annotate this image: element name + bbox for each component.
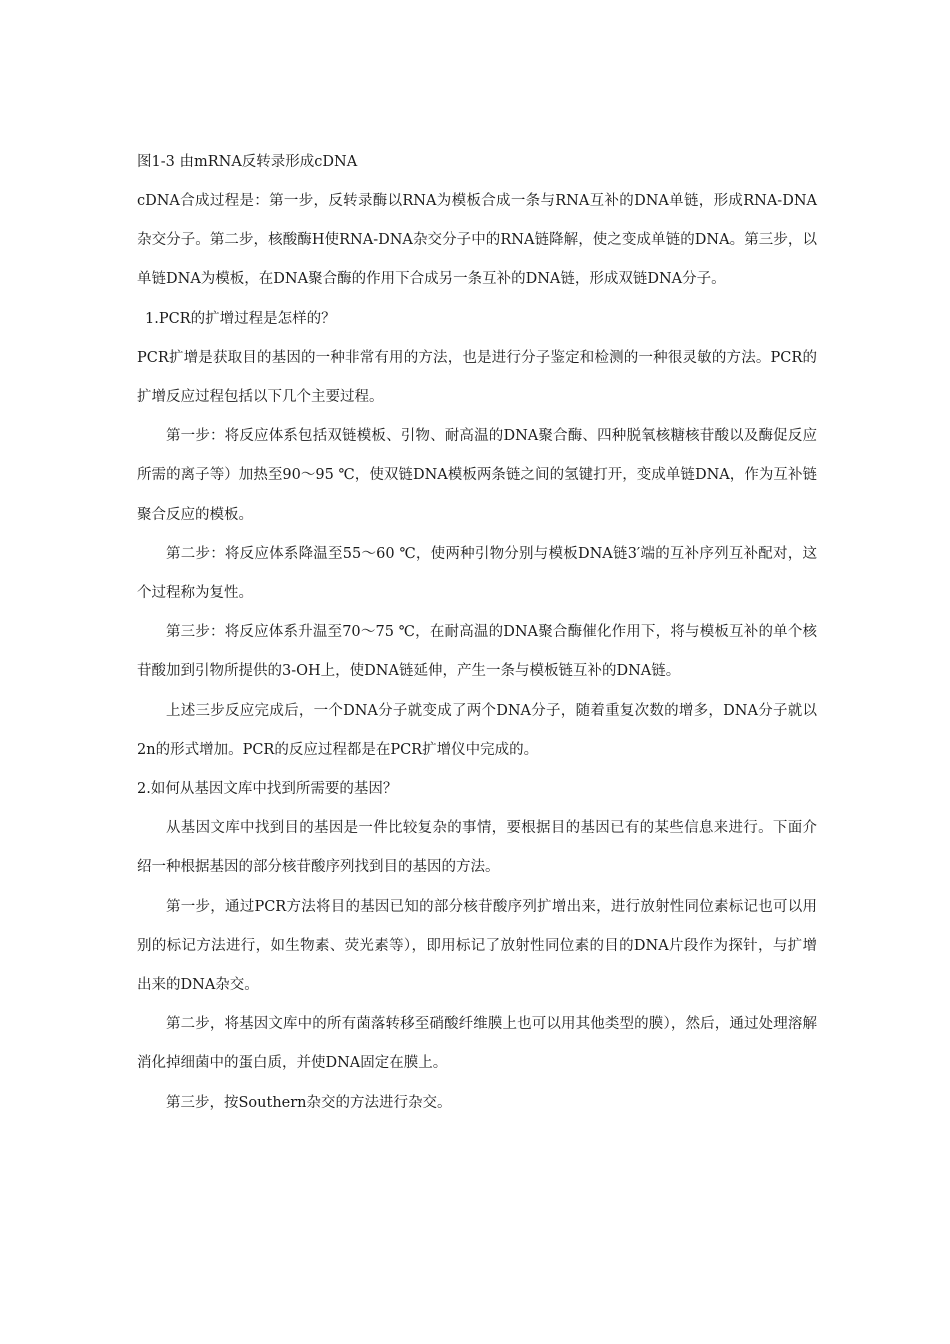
cdna-paragraph: cDNA合成过程是：第一步，反转录酶以RNA为模板合成一条与RNA互补的DNA单链，形成RNA-DNA杂交分子。第二步，核酸酶H使RNA-DNA杂交分子中的RNA链降解，使之变成单链的DNA。第三步，以单链DNA为模板，在DNA聚合酶的作用下合成另一条互补的DNA链，形成双链DNA分子。 [137, 193, 817, 288]
question-2-heading: 2.如何从基因文库中找到所需要的基因？ [137, 781, 398, 798]
library-intro-paragraph: 从基因文库中找到目的基因是一件比较复杂的事情，要根据目的基因已有的某些信息来进行。下面介绍一种根据基因的部分核苷酸序列找到目的基因的方法。 [137, 820, 817, 876]
pcr-summary-paragraph: 上述三步反应完成后，一个DNA分子就变成了两个DNA分子，随着重复次数的增多，DNA分子就以2n的形式增加。PCR的反应过程都是在PCR扩增仪中完成的。 [137, 702, 817, 758]
question-1-heading: 1.PCR的扩增过程是怎样的？ [145, 310, 336, 327]
library-step3-paragraph: 第三步，按Southern杂交的方法进行杂交。 [166, 1094, 452, 1111]
pcr-step1-paragraph: 第一步：将反应体系包括双链模板、引物、耐高温的DNA聚合酶、四种脱氧核糖核苷酸以及酶促反应所需的离子等）加热至90～95 ℃，使双链DNA模板两条链之间的氢键打开，变成单链DNA，作为互补链聚合反应的模板。 [137, 428, 817, 523]
figure-caption: 图1-3 由mRNA反转录形成cDNA [137, 154, 358, 170]
pcr-intro-paragraph: PCR扩增是获取目的基因的一种非常有用的方法，也是进行分子鉴定和检测的一种很灵敏的方法。PCR的扩增反应过程包括以下几个主要过程。 [137, 349, 817, 406]
library-step1-paragraph: 第一步，通过PCR方法将目的基因已知的部分核苷酸序列扩增出来，进行放射性同位素标记也可以用别的标记方法进行，如生物素、荧光素等），即用标记了放射性同位素的目的DNA片段作为探针，与扩增出来的DNA杂交。 [137, 898, 817, 994]
pcr-step3-paragraph: 第三步：将反应体系升温至70～75 ℃，在耐高温的DNA聚合酶催化作用下，将与模板互补的单个核苷酸加到引物所提供的3-OH上，使DNA链延伸，产生一条与模板链互补的DNA链。 [137, 624, 817, 680]
document-body [137, 150, 817, 1123]
pcr-step2-paragraph: 第二步：将反应体系降温至55～60 ℃，使两种引物分别与模板DNA链3′端的互补序列互补配对，这个过程称为复性。 [137, 545, 817, 602]
library-step2-paragraph: 第二步，将基因文库中的所有菌落转移至硝酸纤维膜上也可以用其他类型的膜），然后，通过处理溶解消化掉细菌中的蛋白质，并使DNA固定在膜上。 [137, 1016, 817, 1072]
